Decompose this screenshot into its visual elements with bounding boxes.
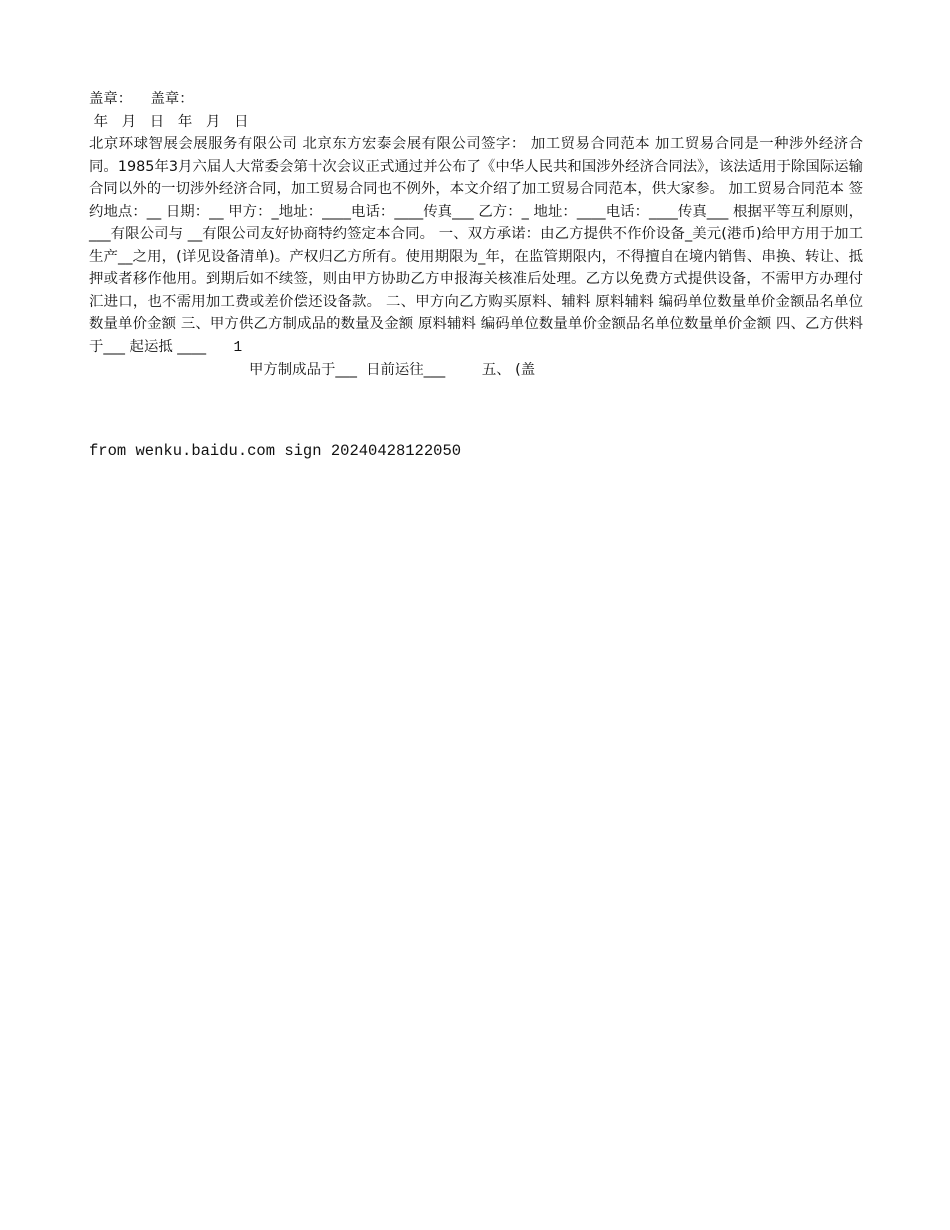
seal-line: 盖章： 盖章： <box>89 91 194 107</box>
contract-tail-text: 甲方制成品于___ 日前运往___ 五、 (盖 <box>249 362 536 378</box>
document-page <box>89 88 863 382</box>
contract-body <box>89 133 863 359</box>
source-footer: from wenku.baidu.com sign 20240428122050 <box>89 442 462 460</box>
page-number: 1 <box>233 339 243 356</box>
contract-body-text: 北京环球智展会展服务有限公司 北京东方宏泰会展有限公司签字： 加工贸易合同范本 加工贸易合同是一种涉外经济合同。1985年3月六届人大常委会第十次会议正式通过并公布了《中华人民共和国涉外经济合同法》，该法适用于除国际运输合同以外的一切涉外经济合同，加工贸易合同也不例外，本文介绍了加工贸易合同范本，供大家参。 加工贸易合同范本 签约地点：__ 日期：__ 甲方：_地址：____电话：____传真___ 乙方：_ 地址：____电话：____传真___ 根据平等互利原则，___有限公司与 __有限公司友好协商特约签定本合同。 一、双方承诺：由乙方提供不作价设备_美元(港币)给甲方用于加工生产__之用，(详见设备清单)。产权归乙方所有。使用期限为_年，在监管期限内，不得擅自在境内销售、串换、转让、抵押或者移作他用。到期后如不续签，则由甲方协助乙方申报海关核准后处理。乙方以免费方式提供设备，不需甲方办理付汇进口，也不需用加工费或差价偿还设备款。 二、甲方向乙方购买原料、辅料 原料辅料 编码单位数量单价金额品名单位数量单价金额 三、甲方供乙方制成品的数量及金额 原料辅料 编码单位数量单价金额品名单位数量单价金额 四、乙方供料于___ 起运抵 ____ <box>89 136 863 355</box>
contract-tail-line <box>89 359 863 382</box>
date-line: 年 月 日 年 月 日 <box>89 113 249 130</box>
